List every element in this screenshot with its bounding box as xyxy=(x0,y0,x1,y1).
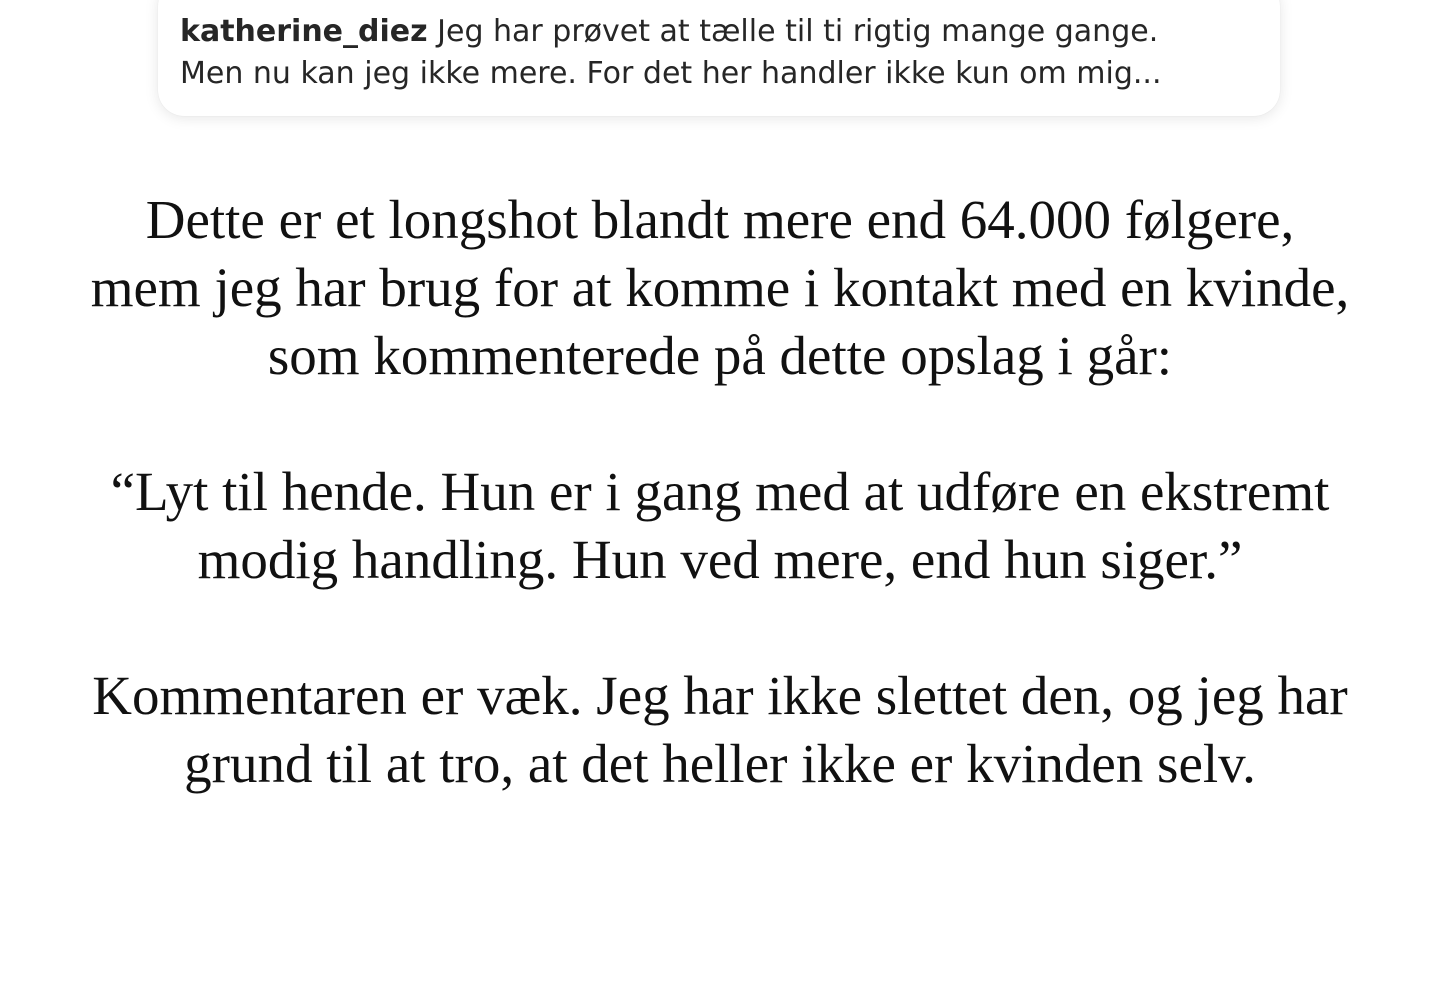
comment-text-line-2: Men nu kan jeg ikke mere. For det her handler ikke kun om mig... xyxy=(180,56,1162,91)
comment-line-1 xyxy=(180,11,1256,53)
story-paragraph-1 xyxy=(0,186,1440,390)
comment-card[interactable] xyxy=(158,0,1280,116)
story-line: Dette er et longshot blandt mere end 64.000 følgere, xyxy=(145,189,1295,250)
story-line: mem jeg har brug for at komme i kontakt med en kvinde, xyxy=(90,257,1350,318)
story-line: modig handling. Hun ved mere, end hun siger.” xyxy=(197,529,1243,590)
story-paragraph-2 xyxy=(0,458,1440,594)
story-paragraph-3 xyxy=(0,662,1440,798)
comment-text-line-1: Jeg har prøvet at tælle til ti rigtig mange gange. xyxy=(437,14,1159,49)
story-line: grund til at tro, at det heller ikke er kvinden selv. xyxy=(184,733,1256,794)
story-line: Kommentaren er væk. Jeg har ikke slettet den, og jeg har xyxy=(92,665,1348,726)
comment-username[interactable]: katherine_diez xyxy=(180,14,428,49)
story-line: som kommenterede på dette opslag i går: xyxy=(267,325,1173,386)
story-text xyxy=(0,186,1440,866)
story-line: “Lyt til hende. Hun er i gang med at udføre en ekstremt xyxy=(110,461,1330,522)
